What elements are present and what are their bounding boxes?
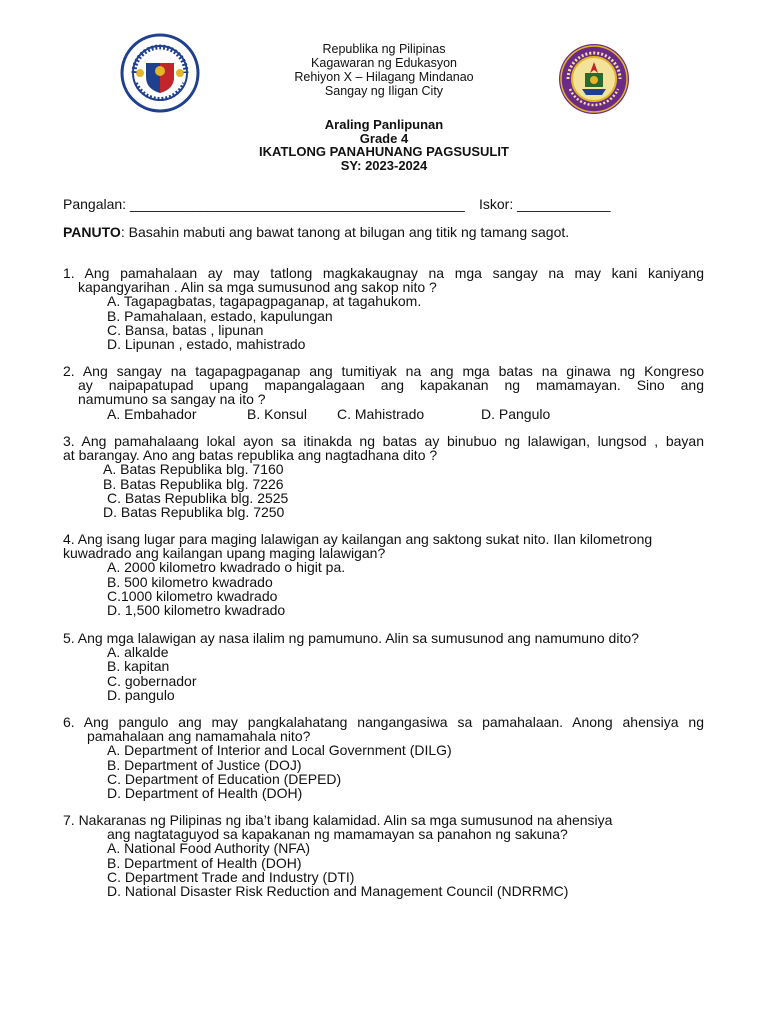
question-4-choice-b[interactable]: B. 500 kilometro kwadrado	[107, 573, 273, 590]
question-2-stem-line-2: ay naipapatupad upang mapangalagaan ang kapakanan ng mamamayan. Sino ang	[78, 377, 704, 394]
subject-title: Araling Panlipunan	[324, 117, 444, 132]
question-1-choice-d[interactable]: D. Lipunan , estado, mahistrado	[107, 336, 306, 353]
question-7-stem-line-2: ang nagtataguyod sa kapakanan ng mamamayan sa panahon ng sakuna?	[107, 826, 568, 843]
question-6-choice-a[interactable]: A. Department of Interior and Local Government (DILG)	[107, 742, 452, 759]
question-4-choice-a[interactable]: A. 2000 kilometro kwadrado o higit pa.	[107, 559, 346, 576]
question-3-stem-line-2: at barangay. Ano ang batas republika ang nagtadhana dito ?	[63, 447, 438, 464]
question-3-choice-b[interactable]: B. Batas Republika blg. 7226	[103, 475, 284, 492]
question-7-choice-d[interactable]: D. National Disaster Risk Reduction and Management Council (NDRRMC)	[107, 883, 569, 900]
question-2	[63, 364, 704, 421]
question-4-stem-line-2: kuwadrado ang kailangan upang maging lalawigan?	[63, 545, 386, 562]
question-4-choice-c[interactable]: C.1000 kilometro kwadrado	[107, 587, 278, 604]
question-3-choice-d[interactable]: D. Batas Republika blg. 7250	[103, 504, 285, 521]
question-6-stem-line-2: pamahalaan ang namamahala nito?	[87, 728, 311, 745]
question-6-choice-d[interactable]: D. Department of Health (DOH)	[107, 785, 303, 802]
question-2-choice-a[interactable]: A. Embahador	[107, 405, 197, 422]
question-6-choice-b[interactable]: B. Department of Justice (DOJ)	[107, 756, 302, 773]
question-2-stem-line-1: 2. Ang sangay na tagapagpaganap ang tumitiyak na ang mga batas na ginawa ng Kongreso	[63, 363, 704, 379]
question-1-choice-a[interactable]: A. Tagapagbatas, tagapagpaganap, at tagahukom.	[107, 293, 422, 310]
question-7-choice-c[interactable]: C. Department Trade and Industry (DTI)	[107, 868, 355, 885]
question-4-stem-line-1: 4. Ang isang lugar para maging lalawigan ay kailangan ang saktong sukat nito. Ilan kilometrong	[63, 531, 653, 547]
name-score-line	[63, 196, 611, 212]
question-3	[63, 434, 704, 519]
question-1-stem-line-1: 1. Ang pamahalaan ay may tatlong magkakaugnay na mga sangay na may kani kaniyang	[63, 265, 704, 281]
question-2-choice-d[interactable]: D. Pangulo	[481, 405, 551, 422]
question-4	[63, 532, 704, 617]
header-line-3: Rehiyon X – Hilagang Mindanao	[294, 70, 474, 84]
school-year: SY: 2023-2024	[340, 157, 428, 173]
question-2-stem-line-3: namumuno sa sangay na ito ?	[78, 391, 266, 408]
question-4-choice-d[interactable]: D. 1,500 kilometro kwadrado	[107, 602, 286, 619]
question-5-choice-b[interactable]: B. kapitan	[107, 658, 170, 675]
question-6	[63, 715, 704, 800]
question-1-choice-c[interactable]: C. Bansa, batas , lipunan	[107, 321, 264, 338]
question-2-choice-b[interactable]: B. Konsul	[247, 405, 307, 422]
header-block	[234, 42, 534, 98]
question-6-choice-c[interactable]: C. Department of Education (DEPED)	[107, 770, 342, 787]
header-line-1: Republika ng Pilipinas	[322, 42, 446, 56]
question-2-choices-row	[63, 407, 704, 421]
question-1-choice-b[interactable]: B. Pamahalaan, estado, kapulungan	[107, 307, 333, 324]
instructions	[63, 224, 569, 240]
question-3-choice-a[interactable]: A. Batas Republika blg. 7160	[103, 461, 284, 478]
question-5-choice-a[interactable]: A. alkalde	[107, 644, 169, 661]
question-5-choice-d[interactable]: D. pangulo	[107, 686, 175, 703]
question-5	[63, 631, 704, 702]
question-3-stem-line-1: 3. Ang pamahalaang lokal ayon sa itinakda ng batas ay binubuo ng lalawigan, lungsod , bayan	[63, 433, 704, 449]
question-5-choice-c[interactable]: C. gobernador	[107, 672, 197, 689]
question-1	[63, 266, 704, 351]
question-5-stem-line-1: 5. Ang mga lalawigan ay nasa ilalim ng pamumuno. Alin sa sumusunod ang namumuno dito?	[63, 630, 639, 646]
question-7-choice-a[interactable]: A. National Food Authority (NFA)	[107, 840, 311, 857]
name-field[interactable]: Pangalan: ___________________________________________	[63, 196, 465, 212]
question-6-stem-line-1: 6. Ang pangulo ang may pangkalahatang nangangasiwa sa pamahalaan. Anong ahensiya ng	[63, 714, 704, 730]
exam-title-block	[184, 118, 584, 172]
instructions-label: PANUTO	[63, 224, 121, 240]
question-7-stem-line-1: 7. Nakaranas ng Pilipinas ng iba’t ibang kalamidad. Alin sa mga sumusunod na ahensiya	[63, 812, 613, 828]
question-2-choice-c[interactable]: C. Mahistrado	[337, 405, 425, 422]
division-iligan-seal-icon	[558, 43, 630, 115]
exam-title: IKATLONG PANAHUNANG PAGSUSULIT	[259, 144, 509, 159]
deped-seal-icon	[120, 33, 200, 113]
score-field[interactable]: Iskor: ____________	[479, 196, 611, 212]
header-line-4: Sangay ng Iligan City	[324, 84, 444, 98]
grade-title: Grade 4	[359, 130, 409, 146]
question-1-stem-line-2: kapangyarihan . Alin sa mga sumusunod ang sakop nito ?	[78, 279, 437, 296]
question-3-choice-c[interactable]: C. Batas Republika blg. 2525	[107, 489, 289, 506]
header-line-2: Kagawaran ng Edukasyon	[311, 56, 457, 70]
instructions-text: : Basahin mabuti ang bawat tanong at bilugan ang titik ng tamang sagot.	[120, 224, 570, 240]
question-7	[63, 813, 704, 898]
question-7-choice-b[interactable]: B. Department of Health (DOH)	[107, 854, 302, 871]
